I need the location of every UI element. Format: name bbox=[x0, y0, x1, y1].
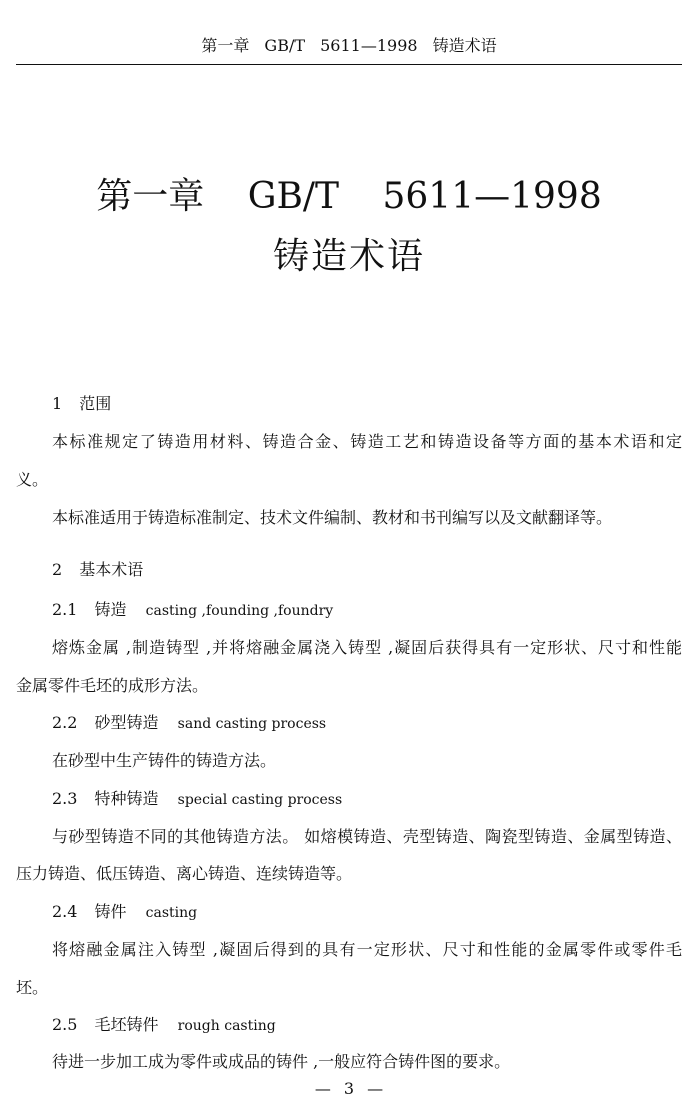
section-number: 1 bbox=[52, 394, 63, 413]
term-number: 2.4 bbox=[52, 902, 78, 921]
section-number: 2 bbox=[52, 560, 63, 579]
definition-line: 压力铸造、低压铸造、离心铸造、连续铸造等。 bbox=[16, 864, 353, 883]
term-english: special casting process bbox=[177, 792, 343, 808]
definition-line: 熔炼金属 ,制造铸型 ,并将熔融金属浇入铸型 ,凝固后获得具有一定形状、尺寸和性能 bbox=[52, 638, 682, 657]
term-name: 铸件 bbox=[94, 902, 127, 921]
definition-line: 与砂型铸造不同的其他铸造方法。 如熔模铸造、壳型铸造、陶瓷型铸造、金属型铸造、 bbox=[52, 827, 682, 846]
definition-line: 将熔融金属注入铸型 ,凝固后得到的具有一定形状、尺寸和性能的金属零件或零件毛 bbox=[52, 940, 682, 959]
section-title: 基本术语 bbox=[79, 560, 144, 579]
definition-line: 金属零件毛坯的成形方法。 bbox=[16, 676, 209, 695]
header-divider bbox=[16, 64, 682, 65]
paragraph-line: 本标准适用于铸造标准制定、技术文件编制、教材和书刊编写以及文献翻译等。 bbox=[52, 508, 613, 527]
page-number: — 3 — bbox=[314, 1079, 384, 1098]
chapter-subtitle: 铸造术语 bbox=[272, 236, 425, 277]
term-number: 2.2 bbox=[52, 713, 78, 732]
term-heading bbox=[52, 598, 682, 623]
running-header: 第一章 GB/T 5611—1998 铸造术语 bbox=[201, 36, 497, 55]
term-english: sand casting process bbox=[177, 716, 327, 732]
chapter-title: 第一章 GB/T 5611—1998 bbox=[96, 176, 602, 217]
paragraph-line: 本标准规定了铸造用材料、铸造合金、铸造工艺和铸造设备等方面的基本术语和定 bbox=[52, 432, 682, 451]
term-number: 2.5 bbox=[52, 1015, 78, 1034]
section-heading-scope bbox=[52, 392, 682, 416]
term-english: casting bbox=[145, 905, 198, 921]
term-english: casting ,founding ,foundry bbox=[145, 603, 334, 619]
term-english: rough casting bbox=[177, 1018, 276, 1034]
paragraph-line: 义。 bbox=[16, 470, 49, 489]
term-heading bbox=[52, 1013, 682, 1038]
definition-line: 在砂型中生产铸件的铸造方法。 bbox=[52, 751, 277, 770]
definition-line: 待进一步加工成为零件或成品的铸件 ,一般应符合铸件图的要求。 bbox=[52, 1052, 511, 1071]
section-heading-terms bbox=[52, 558, 682, 582]
section-title: 范围 bbox=[79, 394, 112, 413]
definition-line: 坯。 bbox=[16, 978, 49, 997]
term-name: 铸造 bbox=[94, 600, 127, 619]
term-heading bbox=[52, 787, 682, 812]
term-name: 砂型铸造 bbox=[94, 713, 159, 732]
term-number: 2.3 bbox=[52, 789, 78, 808]
term-heading bbox=[52, 711, 682, 736]
term-heading bbox=[52, 900, 682, 925]
term-name: 毛坯铸件 bbox=[94, 1015, 159, 1034]
term-name: 特种铸造 bbox=[94, 789, 159, 808]
term-number: 2.1 bbox=[52, 600, 78, 619]
